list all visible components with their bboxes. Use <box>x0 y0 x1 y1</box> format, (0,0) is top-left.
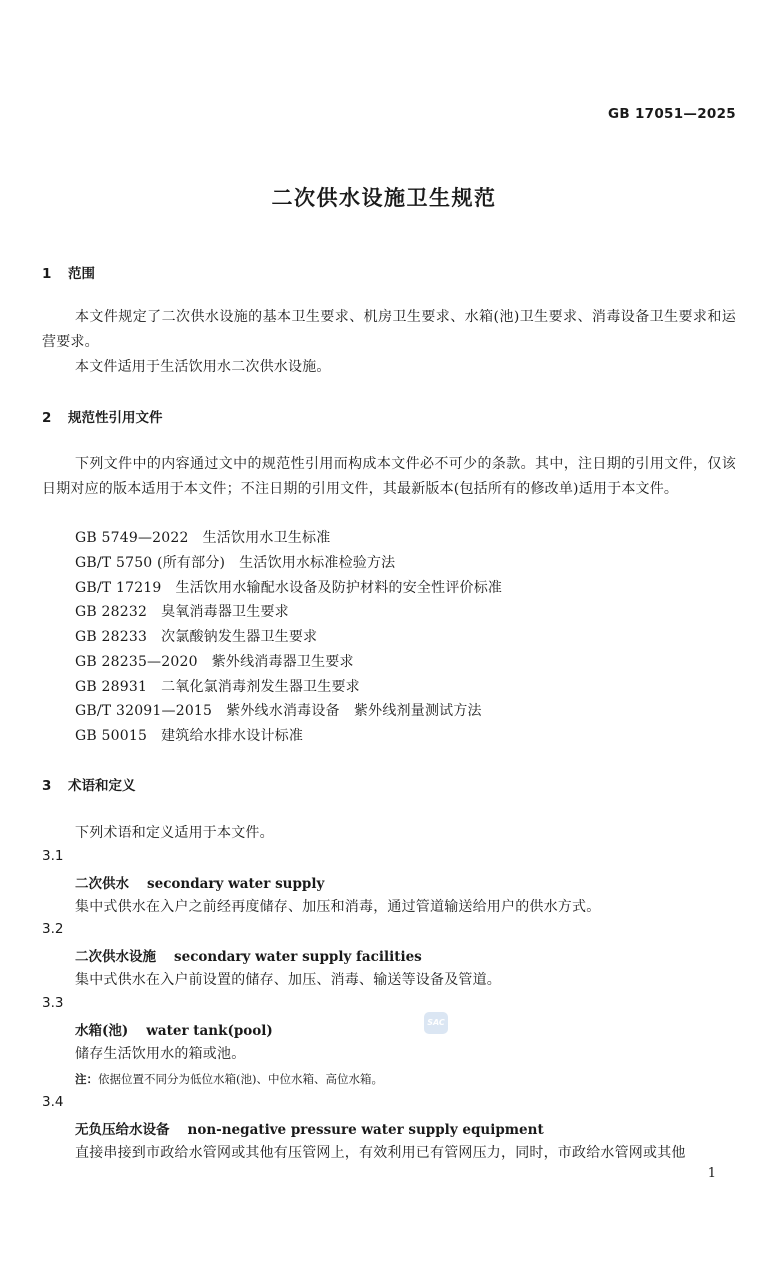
reference-name: 紫外线水消毒设备 紫外线剂量测试方法 <box>226 703 482 719</box>
reference-item <box>75 725 303 745</box>
reference-code: GB 28233 <box>75 629 148 645</box>
reference-item <box>75 601 289 621</box>
section-1-paragraph-1: 本文件规定了二次供水设施的基本卫生要求、机房卫生要求、水箱(池)卫生要求、消毒设备卫生要求和运营要求。 <box>42 309 736 350</box>
section-3-heading <box>42 774 136 794</box>
reference-name: 次氯酸钠发生器卫生要求 <box>161 629 318 645</box>
section-2-heading <box>42 406 163 426</box>
term-entry <box>75 1019 273 1039</box>
reference-item <box>75 700 482 720</box>
term-zh: 二次供水 <box>75 876 129 892</box>
reference-code: GB 28235—2020 <box>75 654 198 670</box>
section-number: 3 <box>42 778 52 794</box>
term-en: secondary water supply facilities <box>174 949 422 965</box>
document-number: GB 17051—2025 <box>607 106 736 122</box>
page-number: 1 <box>707 1166 716 1181</box>
clause-number: 3.2 <box>42 921 64 937</box>
document-title: 二次供水设施卫生规范 <box>271 186 497 210</box>
term-en: non-negative pressure water supply equipment <box>187 1122 544 1138</box>
reference-name: 生活饮用水输配水设备及防护材料的安全性评价标准 <box>175 580 503 596</box>
reference-item <box>75 577 502 597</box>
section-number: 2 <box>42 410 52 426</box>
term-zh: 二次供水设施 <box>75 949 156 965</box>
term-note <box>75 1071 383 1087</box>
note-text: 依据位置不同分为低位水箱(池)、中位水箱、高位水箱。 <box>98 1072 383 1086</box>
reference-name: 生活饮用水标准检验方法 <box>239 555 396 571</box>
term-zh: 无负压给水设备 <box>75 1122 170 1138</box>
sac-watermark-logo: SAC <box>424 1012 448 1034</box>
term-definition: 直接串接到市政给水管网或其他有压管网上，有效利用已有管网压力，同时，市政给水管网或其他 <box>75 1145 686 1161</box>
reference-code: GB/T 17219 <box>75 580 162 596</box>
reference-code: GB 28232 <box>75 604 148 620</box>
reference-name: 臭氧消毒器卫生要求 <box>161 604 289 620</box>
reference-item <box>75 527 330 547</box>
note-label: 注： <box>75 1072 98 1086</box>
section-1-paragraph-2: 本文件适用于生活饮用水二次供水设施。 <box>75 359 331 375</box>
reference-name: 二氧化氯消毒剂发生器卫生要求 <box>161 679 360 695</box>
reference-item <box>75 676 360 696</box>
term-entry <box>75 872 324 892</box>
section-title: 术语和定义 <box>68 778 136 794</box>
section-title: 规范性引用文件 <box>68 410 163 426</box>
reference-code: GB 28931 <box>75 679 148 695</box>
section-title: 范围 <box>68 266 95 282</box>
reference-name: 紫外线消毒器卫生要求 <box>211 654 354 670</box>
term-en: water tank(pool) <box>146 1023 273 1039</box>
clause-number: 3.1 <box>42 848 64 864</box>
reference-name: 建筑给水排水设计标准 <box>161 728 304 744</box>
reference-code: GB 50015 <box>75 728 148 744</box>
term-entry <box>75 945 422 965</box>
term-definition: 储存生活饮用水的箱或池。 <box>75 1046 246 1062</box>
reference-name: 生活饮用水卫生标准 <box>202 530 331 546</box>
section-2-intro: 下列文件中的内容通过文中的规范性引用而构成本文件必不可少的条款。其中，注日期的引用文件，仅该日期对应的版本适用于本文件；不注日期的引用文件，其最新版本(包括所有的修改单)适用于本文件。 <box>42 456 736 497</box>
reference-code: GB/T 32091—2015 <box>75 703 213 719</box>
term-entry <box>75 1118 544 1138</box>
reference-code: GB/T 5750 (所有部分) <box>75 555 226 571</box>
section-3-intro: 下列术语和定义适用于本文件。 <box>75 825 274 841</box>
reference-item <box>75 552 395 572</box>
term-definition: 集中式供水在入户前设置的储存、加压、消毒、输送等设备及管道。 <box>75 972 501 988</box>
reference-item <box>75 651 354 671</box>
term-en: secondary water supply <box>147 876 325 892</box>
reference-code: GB 5749—2022 <box>75 530 189 546</box>
reference-item <box>75 626 317 646</box>
term-definition: 集中式供水在入户之前经再度储存、加压和消毒，通过管道输送给用户的供水方式。 <box>75 899 601 915</box>
section-number: 1 <box>42 266 52 282</box>
clause-number: 3.4 <box>42 1094 64 1110</box>
section-1-heading <box>42 262 95 282</box>
clause-number: 3.3 <box>42 995 64 1011</box>
term-zh: 水箱(池) <box>75 1023 129 1039</box>
